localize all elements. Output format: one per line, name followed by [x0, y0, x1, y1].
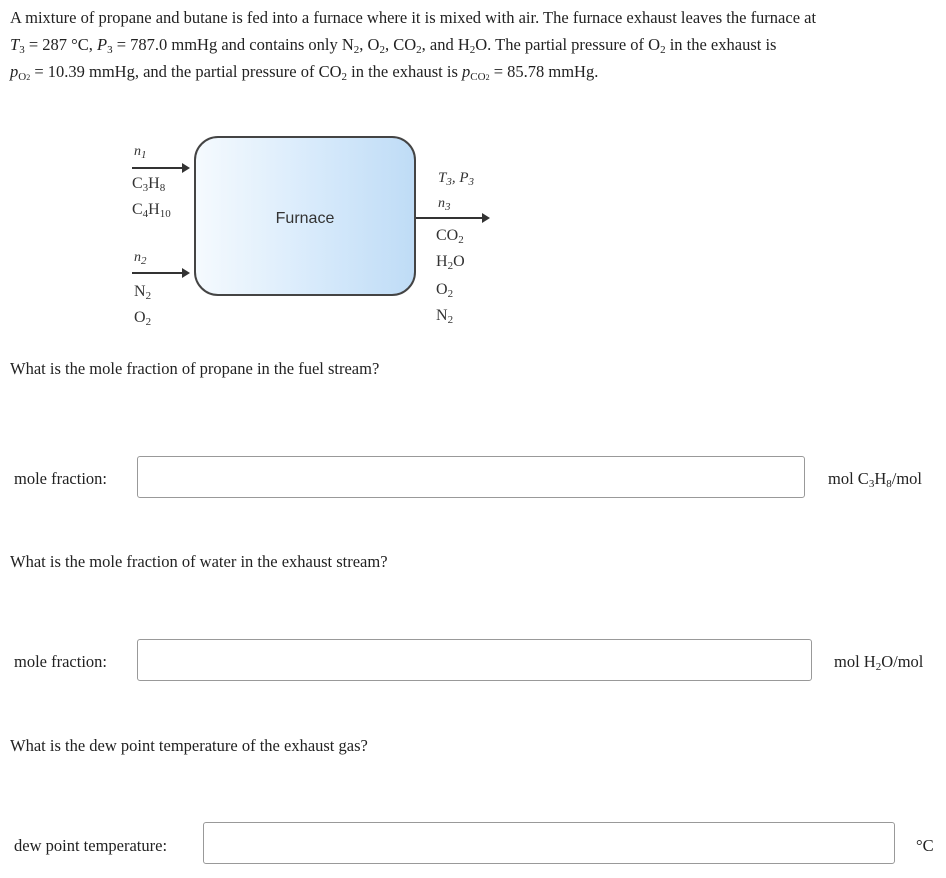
intro-line-3: $p_{O2} = 10.39$ mmHg, and the partial pressure of $CO_2$ in the exhaust is $p_{CO2} = 85.78$ mmHg.: [10, 62, 599, 83]
label-outlet-o2: $O_2$: [436, 281, 454, 300]
furnace-diagram: [110, 130, 510, 350]
label-outlet-h2o: $H_2O$: [436, 253, 465, 272]
label-inlet-n2: $N_2$: [134, 283, 152, 302]
label-t3-p3: $T_3$, $P_3$: [438, 170, 475, 188]
label-n3: $n_3$: [438, 196, 451, 213]
question-2: What is the mole fraction of water in the exhaust stream?: [10, 552, 388, 571]
problem-statement: [10, 4, 930, 85]
q2-field-label: mole fraction:: [14, 652, 108, 671]
q3-field-label: dew point temperature:: [14, 836, 168, 855]
label-inlet-o2: $O_2$: [134, 309, 152, 328]
water-mole-fraction-input[interactable]: [137, 639, 812, 681]
intro-line-1: A mixture of propane and butane is fed into a furnace where it is mixed with air. The furnace exhaust leaves the furnace at: [10, 8, 817, 27]
dew-point-temperature-input[interactable]: [203, 822, 895, 864]
q3-unit: °C: [916, 836, 934, 855]
label-c4h10: $C_4H_{10}$: [132, 201, 171, 220]
intro-line-2: $T_3 = 287$ °C, $P_3 = 787.0$ mmHg and contains only $N_2$, $O_2$, $CO_2$, and $H_2O$. The partial pressure of $O_2$ in the exhaust is: [10, 35, 777, 56]
q1-unit: mol $C_3H_8$/mol: [828, 469, 922, 490]
air-inlet-arrow: [132, 272, 188, 274]
q2-unit: mol $H_2O$/mol: [834, 652, 924, 673]
exhaust-outlet-arrow: [416, 217, 488, 219]
label-c3h8: $C_3H_8$: [132, 175, 166, 194]
propane-mole-fraction-input[interactable]: [137, 456, 805, 498]
label-outlet-n2: $N_2$: [436, 307, 454, 326]
furnace-label: Furnace: [275, 210, 335, 227]
furnace-box: [194, 136, 416, 296]
question-1: What is the mole fraction of propane in the fuel stream?: [10, 359, 380, 378]
label-outlet-co2: $CO_2$: [436, 227, 464, 246]
label-n2: $n_2$: [134, 250, 147, 267]
label-n1: $n_1$: [134, 144, 147, 161]
question-3: What is the dew point temperature of the exhaust gas?: [10, 736, 368, 755]
q1-field-label: mole fraction:: [14, 469, 108, 488]
fuel-inlet-arrow: [132, 167, 188, 169]
